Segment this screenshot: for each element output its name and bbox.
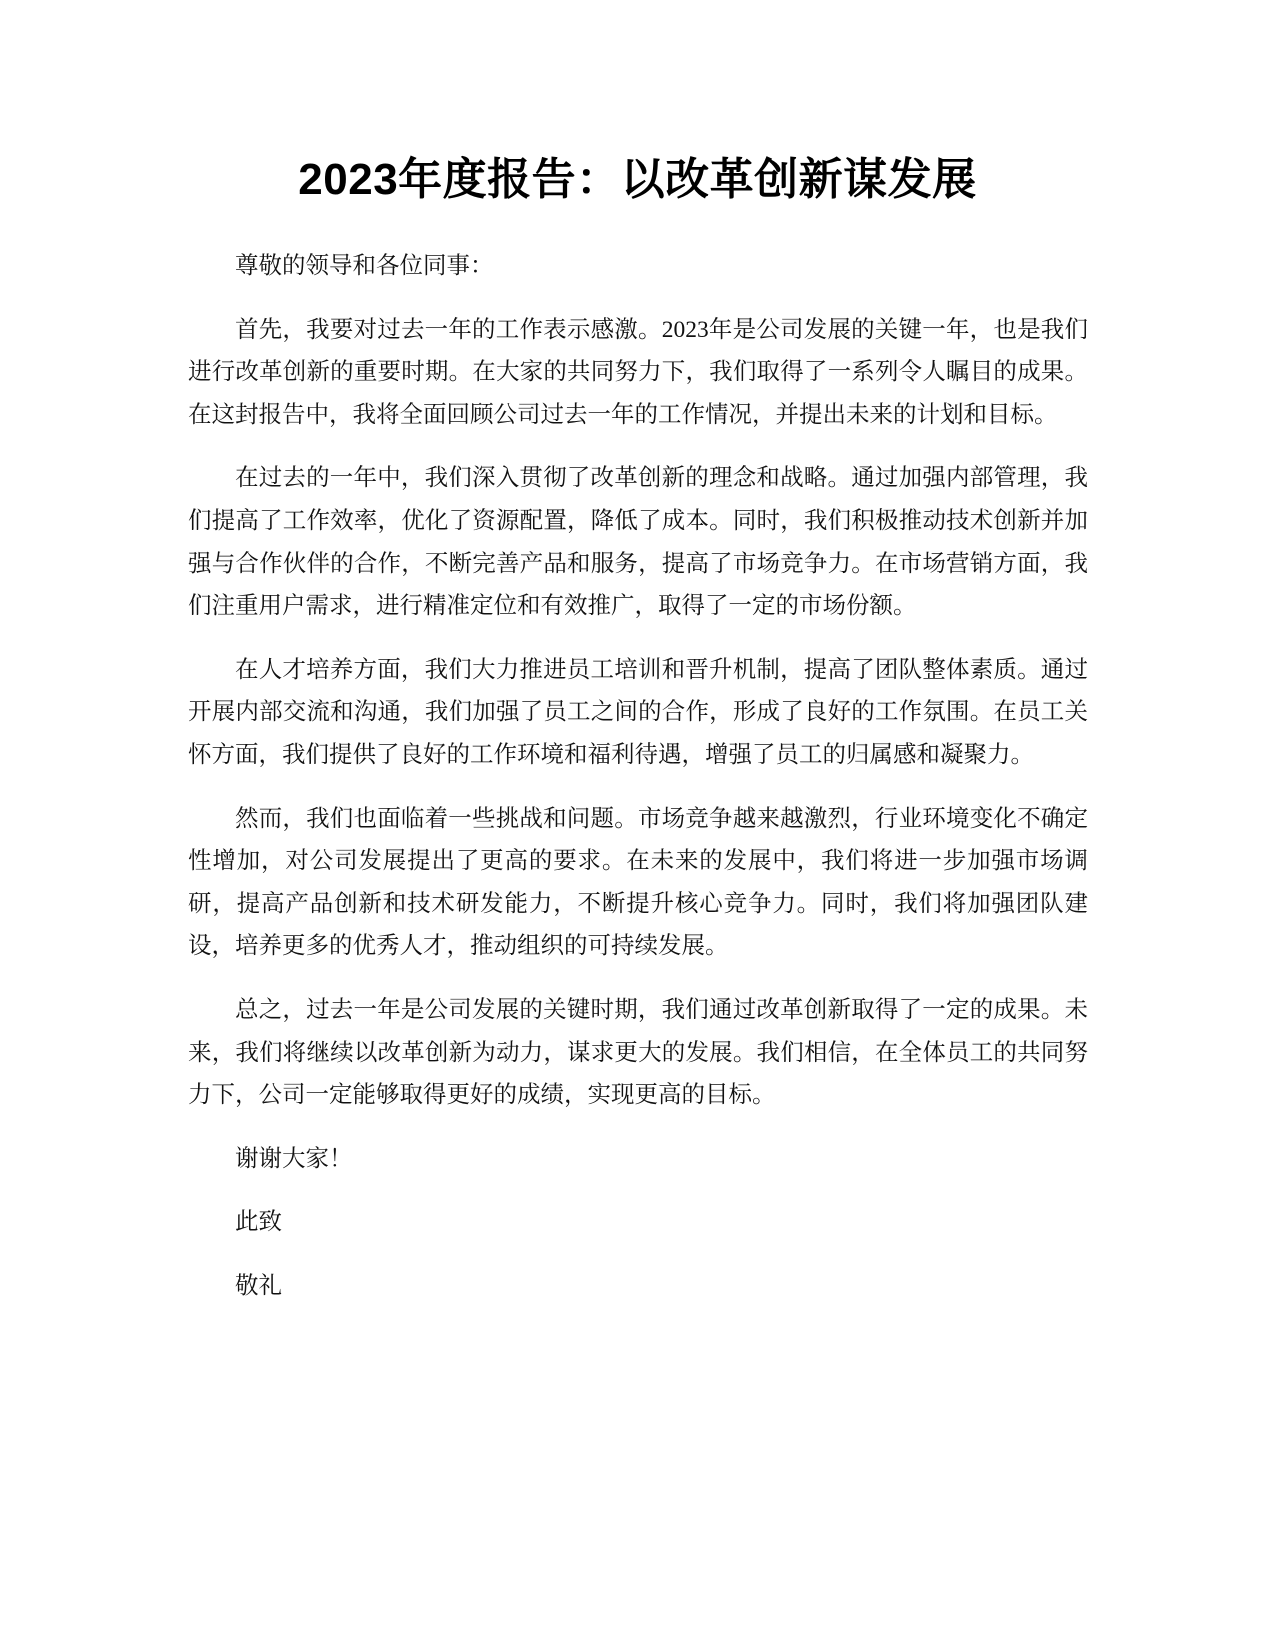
paragraph-challenges: 然而，我们也面临着一些挑战和问题。市场竞争越来越激烈，行业环境变化不确定性增加，对公司发展提出了更高的要求。在未来的发展中，我们将进一步加强市场调研，提高产品创新和技术研发能力，不断提升核心竞争力。同时，我们将加强团队建设，培养更多的优秀人才，推动组织的可持续发展。 <box>188 805 1088 960</box>
document-body <box>188 245 1088 1328</box>
paragraph-reform: 在过去的一年中，我们深入贯彻了改革创新的理念和战略。通过加强内部管理，我们提高了工作效率，优化了资源配置，降低了成本。同时，我们积极推动技术创新并加强与合作伙伴的合作，不断完善产品和服务，提高了市场竞争力。在市场营销方面，我们注重用户需求，进行精准定位和有效推广，取得了一定的市场份额。 <box>188 465 1088 620</box>
thanks-line: 谢谢大家！ <box>235 1145 353 1172</box>
paragraph-summary: 总之，过去一年是公司发展的关键时期，我们通过改革创新取得了一定的成果。未来，我们将继续以改革创新为动力，谋求更大的发展。我们相信，在全体员工的共同努力下，公司一定能够取得更好的成绩，实现更高的目标。 <box>188 996 1088 1109</box>
document-title: 2023年度报告：以改革创新谋发展 <box>298 155 977 204</box>
paragraph-talent: 在人才培养方面，我们大力推进员工培训和晋升机制，提高了团队整体素质。通过开展内部交流和沟通，我们加强了员工之间的合作，形成了良好的工作氛围。在员工关怀方面，我们提供了良好的工作环境和福利待遇，增强了员工的归属感和凝聚力。 <box>188 656 1088 768</box>
closing-line-2: 敬礼 <box>235 1272 282 1299</box>
paragraph-intro: 首先，我要对过去一年的工作表示感激。2023年是公司发展的关键一年，也是我们进行改革创新的重要时期。在大家的共同努力下，我们取得了一系列令人瞩目的成果。在这封报告中，我将全面回顾公司过去一年的工作情况，并提出未来的计划和目标。 <box>188 316 1088 428</box>
closing-line-1: 此致 <box>235 1209 282 1236</box>
salutation: 尊敬的领导和各位同事： <box>235 253 494 279</box>
